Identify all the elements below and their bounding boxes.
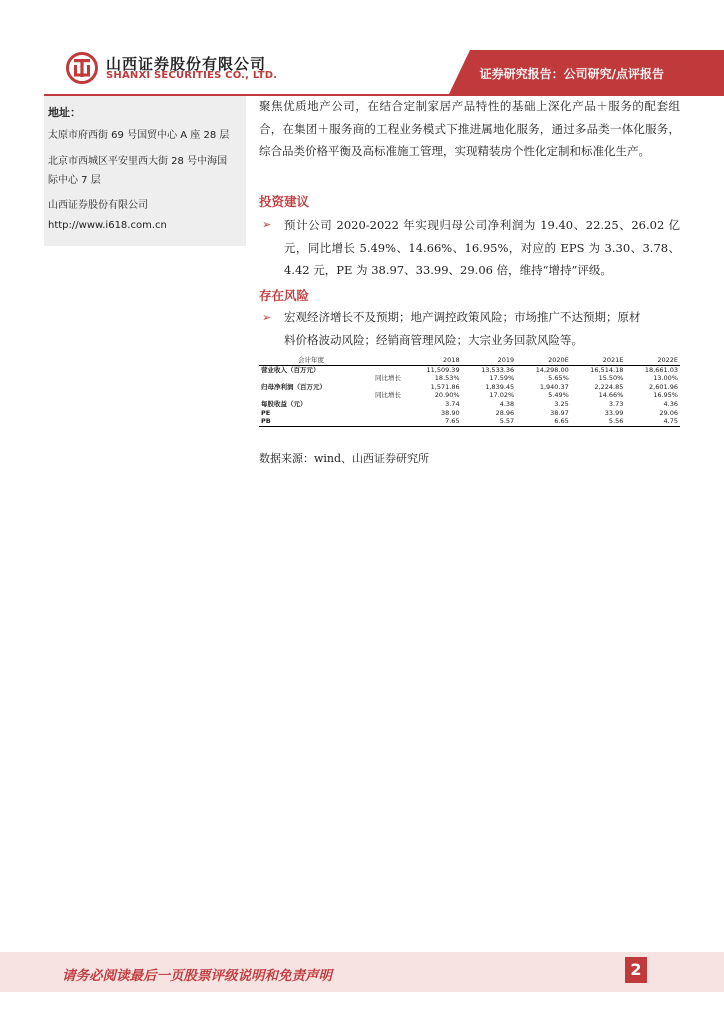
table-cell: 38.97 [550, 408, 569, 417]
investment-paragraph [284, 214, 680, 282]
address-title: 地址： [48, 106, 81, 119]
table-cell: 2,224.85 [594, 382, 624, 391]
table-cell: 16,514.18 [590, 365, 624, 374]
table-cell: 13.00% [653, 374, 678, 383]
table-cell: 15.50% [598, 374, 624, 383]
table-cell: 17.59% [489, 374, 515, 383]
row-label: 同比增长 [375, 391, 401, 400]
table-cell: 2,601.96 [649, 382, 678, 391]
table-cell: 3.73 [608, 399, 624, 408]
intro-paragraph: 聚焦优质地产公司，在结合定制家居产品特性的基础上深化产品＋服务的配套组合，在集团＋服务商的工程业务模式下推进属地化服务，通过多品类一体化服务，综合品类价格平衡及高标准施工管理，实现精装房个性化定制和标准化生产。 [259, 99, 680, 159]
table-cell: 14,298.00 [535, 365, 569, 374]
row-label: 同比增长 [375, 374, 401, 383]
table-cell: 6.65 [516, 417, 571, 426]
table-cell: 18,661.03 [644, 365, 678, 374]
table-cell: 3.25 [554, 399, 569, 408]
table-cell: 4.36 [663, 399, 678, 408]
table-row [259, 409, 680, 418]
table-header: 2018 [407, 356, 462, 365]
table-cell: 20.90% [434, 391, 460, 400]
table-cell: 5.49% [548, 391, 569, 400]
row-label: PE [261, 408, 271, 417]
risk-line: 料价格波动风险；经销商管理风险；大宗业务回款风险等。 [284, 332, 583, 347]
page-header [0, 0, 724, 96]
table-cell: 5.56 [571, 417, 626, 426]
table-row [259, 417, 680, 426]
company-name-en: SHANXI SECURITIES CO., LTD. [106, 70, 278, 81]
table-cell: 4.38 [499, 399, 515, 408]
table-cell: 29.06 [659, 408, 678, 417]
table-cell: 1,839.45 [485, 382, 515, 391]
table-row [259, 383, 680, 392]
table-header: 2021E [571, 356, 626, 365]
table-row [259, 391, 680, 400]
table-cell: 7.65 [407, 417, 462, 426]
company-line: 山西证券股份有限公司 [48, 200, 148, 211]
table-header-row [259, 356, 680, 365]
table-cell: 1,940.37 [539, 382, 569, 391]
address-line: 太原市府西街 69 号国贸中心 A 座 28 层 [48, 130, 230, 141]
table-header: 2020E [516, 356, 571, 365]
table-header [363, 356, 407, 365]
table-cell: 33.99 [604, 408, 624, 417]
risk-line: 宏观经济增长不及预期；地产调控政策风险；市场推广不达预期；原材 [284, 310, 641, 324]
bullet-icon: ➢ [262, 218, 272, 231]
bullet-icon: ➢ [262, 311, 272, 324]
report-type: 证券研究报告：公司研究/点评报告 [479, 67, 664, 81]
page-number: 2 [625, 957, 647, 983]
risk-paragraph [284, 306, 680, 351]
table-cell: 5.65% [548, 374, 569, 383]
table-cell: 28.96 [495, 408, 515, 417]
table-cell: 16.95% [653, 391, 678, 400]
table-cell: 14.66% [598, 391, 624, 400]
table-cell: 1,571.86 [430, 382, 460, 391]
row-label: 每股收益（元） [261, 399, 307, 408]
table-row [259, 365, 680, 374]
address-sidebar [44, 96, 246, 246]
table-cell: 38.90 [440, 408, 460, 417]
table-cell: 18.53% [434, 374, 460, 383]
risk-title: 存在风险 [259, 288, 310, 303]
address-line: 北京市西城区平安里西大街 28 号中海国 [48, 156, 228, 167]
table-source: 数据来源：wind、山西证券研究所 [259, 452, 430, 465]
table-cell: 4.75 [625, 417, 680, 426]
financial-table [259, 356, 680, 427]
row-label: PB [259, 417, 407, 426]
row-label: 归母净利润（百万元） [261, 382, 326, 391]
table-cell: 17.02% [489, 391, 515, 400]
table-row [259, 400, 680, 409]
table-cell: 3.74 [445, 399, 460, 408]
table-cell: 13,533.36 [481, 365, 515, 374]
address-line: 际中心 7 层 [48, 175, 101, 186]
table-header: 会计年度 [259, 356, 363, 365]
table-cell: 11,509.39 [426, 365, 460, 374]
table-cell: 5.57 [462, 417, 517, 426]
table-header: 2022E [625, 356, 680, 365]
footer-disclaimer: 请务必阅读最后一页股票评级说明和免责声明 [62, 968, 332, 984]
investment-title: 投资建议 [259, 194, 310, 209]
company-name-cn: 山西证券股份有限公司 [106, 55, 267, 73]
website-link[interactable]: http://www.i618.com.cn [48, 220, 167, 231]
table-row [259, 374, 680, 383]
row-label: 营业收入（百万元） [261, 365, 320, 374]
company-logo-icon [66, 52, 98, 84]
investment-text: 预计公司 2020-2022 年实现归母公司净利润为 19.40、22.25、26.02 亿元，同比增长 5.49%、14.66%、16.95%，对应的 EPS 为 3.30、3.78、4.42 元，PE 为 38.97、33.99、29.06 倍，维持“增持”评级。 [284, 218, 680, 278]
table-header: 2019 [462, 356, 517, 365]
